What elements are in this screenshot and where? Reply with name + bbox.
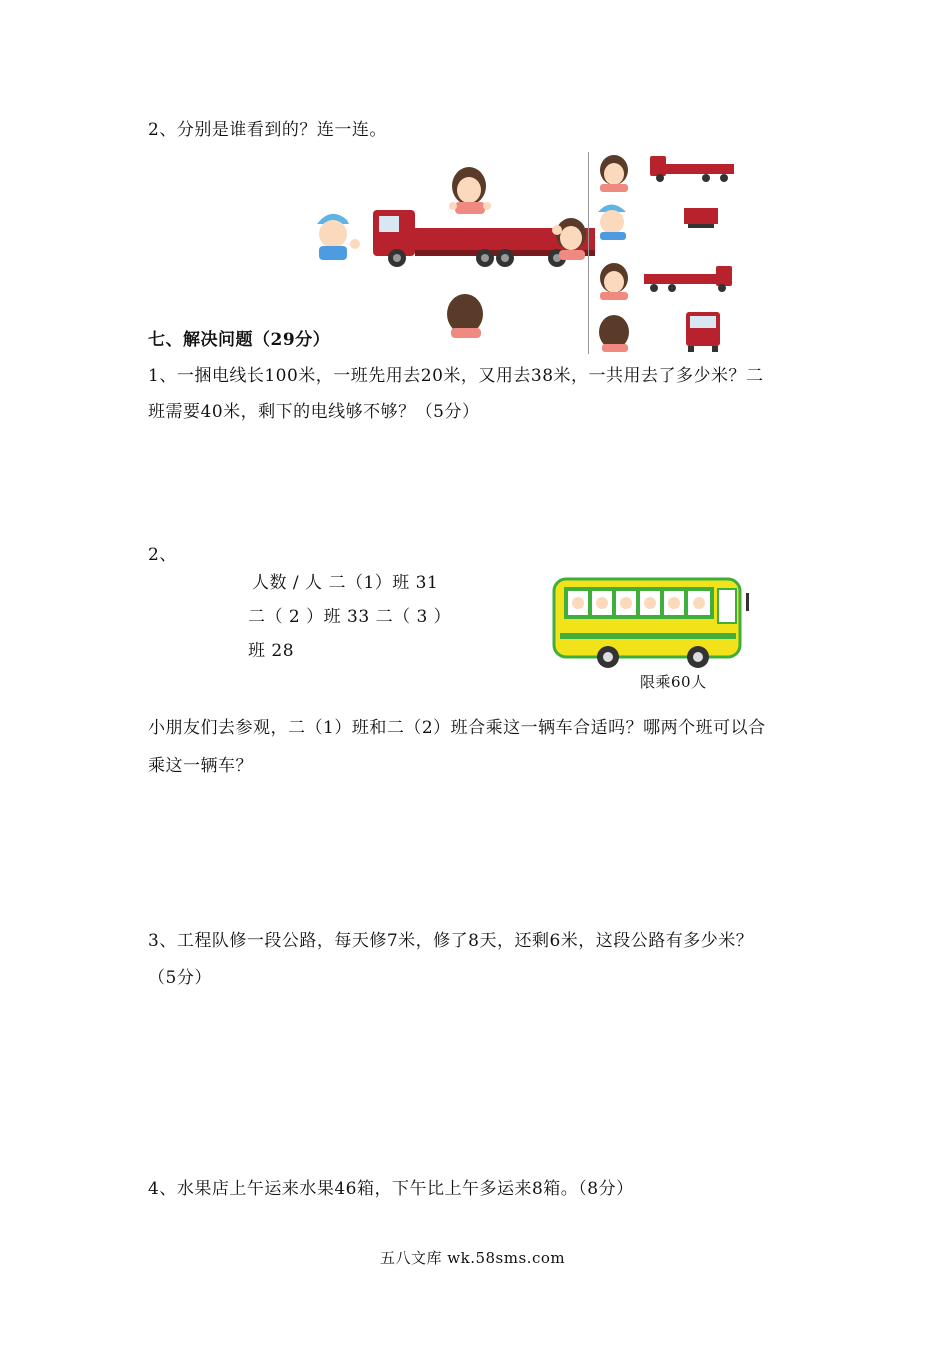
problem3-line1: 3、工程队修一段公路，每天修7米，修了8天，还剩6米，这段公路有多少米？ [148, 931, 754, 951]
truck-scene-illustration [305, 160, 595, 360]
option4-truck-front-icon [686, 312, 720, 352]
connect-question-title: 2、分别是谁看到的？连一连。 [148, 120, 387, 140]
bus-icon [550, 575, 755, 670]
option1-girl-icon [600, 155, 628, 192]
problem4-line1: 4、水果店上午运来水果46箱，下午比上午多运来8箱。（8分） [148, 1179, 634, 1199]
bus-caption: 限乘60人 [640, 673, 707, 691]
option2-boy-icon [598, 204, 626, 240]
divider-line [588, 152, 589, 354]
option2-truck-rear-icon [684, 208, 718, 228]
problem2-data-line3: 班 28 [248, 641, 295, 661]
girl-top-icon [449, 167, 491, 214]
option3-truck-icon [644, 266, 732, 292]
option1-truck-icon [650, 156, 734, 182]
problem1-line2: 班需要40米，剩下的电线够不够？（5分） [148, 402, 480, 422]
problem3-line2: （5分） [148, 968, 212, 988]
boy-left-icon [317, 214, 360, 260]
options-column-illustration [592, 148, 752, 358]
footer-watermark: 五八文库 wk.58sms.com [380, 1249, 566, 1267]
problem2-question-line2: 乘这一辆车？ [148, 756, 253, 776]
section-title: 七、解决问题（29分） [148, 330, 331, 350]
girl-back-icon [447, 294, 483, 338]
option3-girl-icon [600, 263, 628, 300]
problem2-number: 2、 [148, 545, 177, 565]
problem2-data-line1: 人数 / 人 二（1）班 31 [252, 573, 439, 593]
option4-girl-back-icon [599, 315, 629, 352]
problem1-line1: 1、一捆电线长100米，一班先用去20米，又用去38米，一共用去了多少米？二 [148, 366, 764, 386]
problem2-question-line1: 小朋友们去参观，二（1）班和二（2）班合乘这一辆车合适吗？哪两个班可以合 [148, 718, 766, 738]
problem2-data-line2: 二（ 2 ）班 33 二（ 3 ） [248, 607, 452, 627]
